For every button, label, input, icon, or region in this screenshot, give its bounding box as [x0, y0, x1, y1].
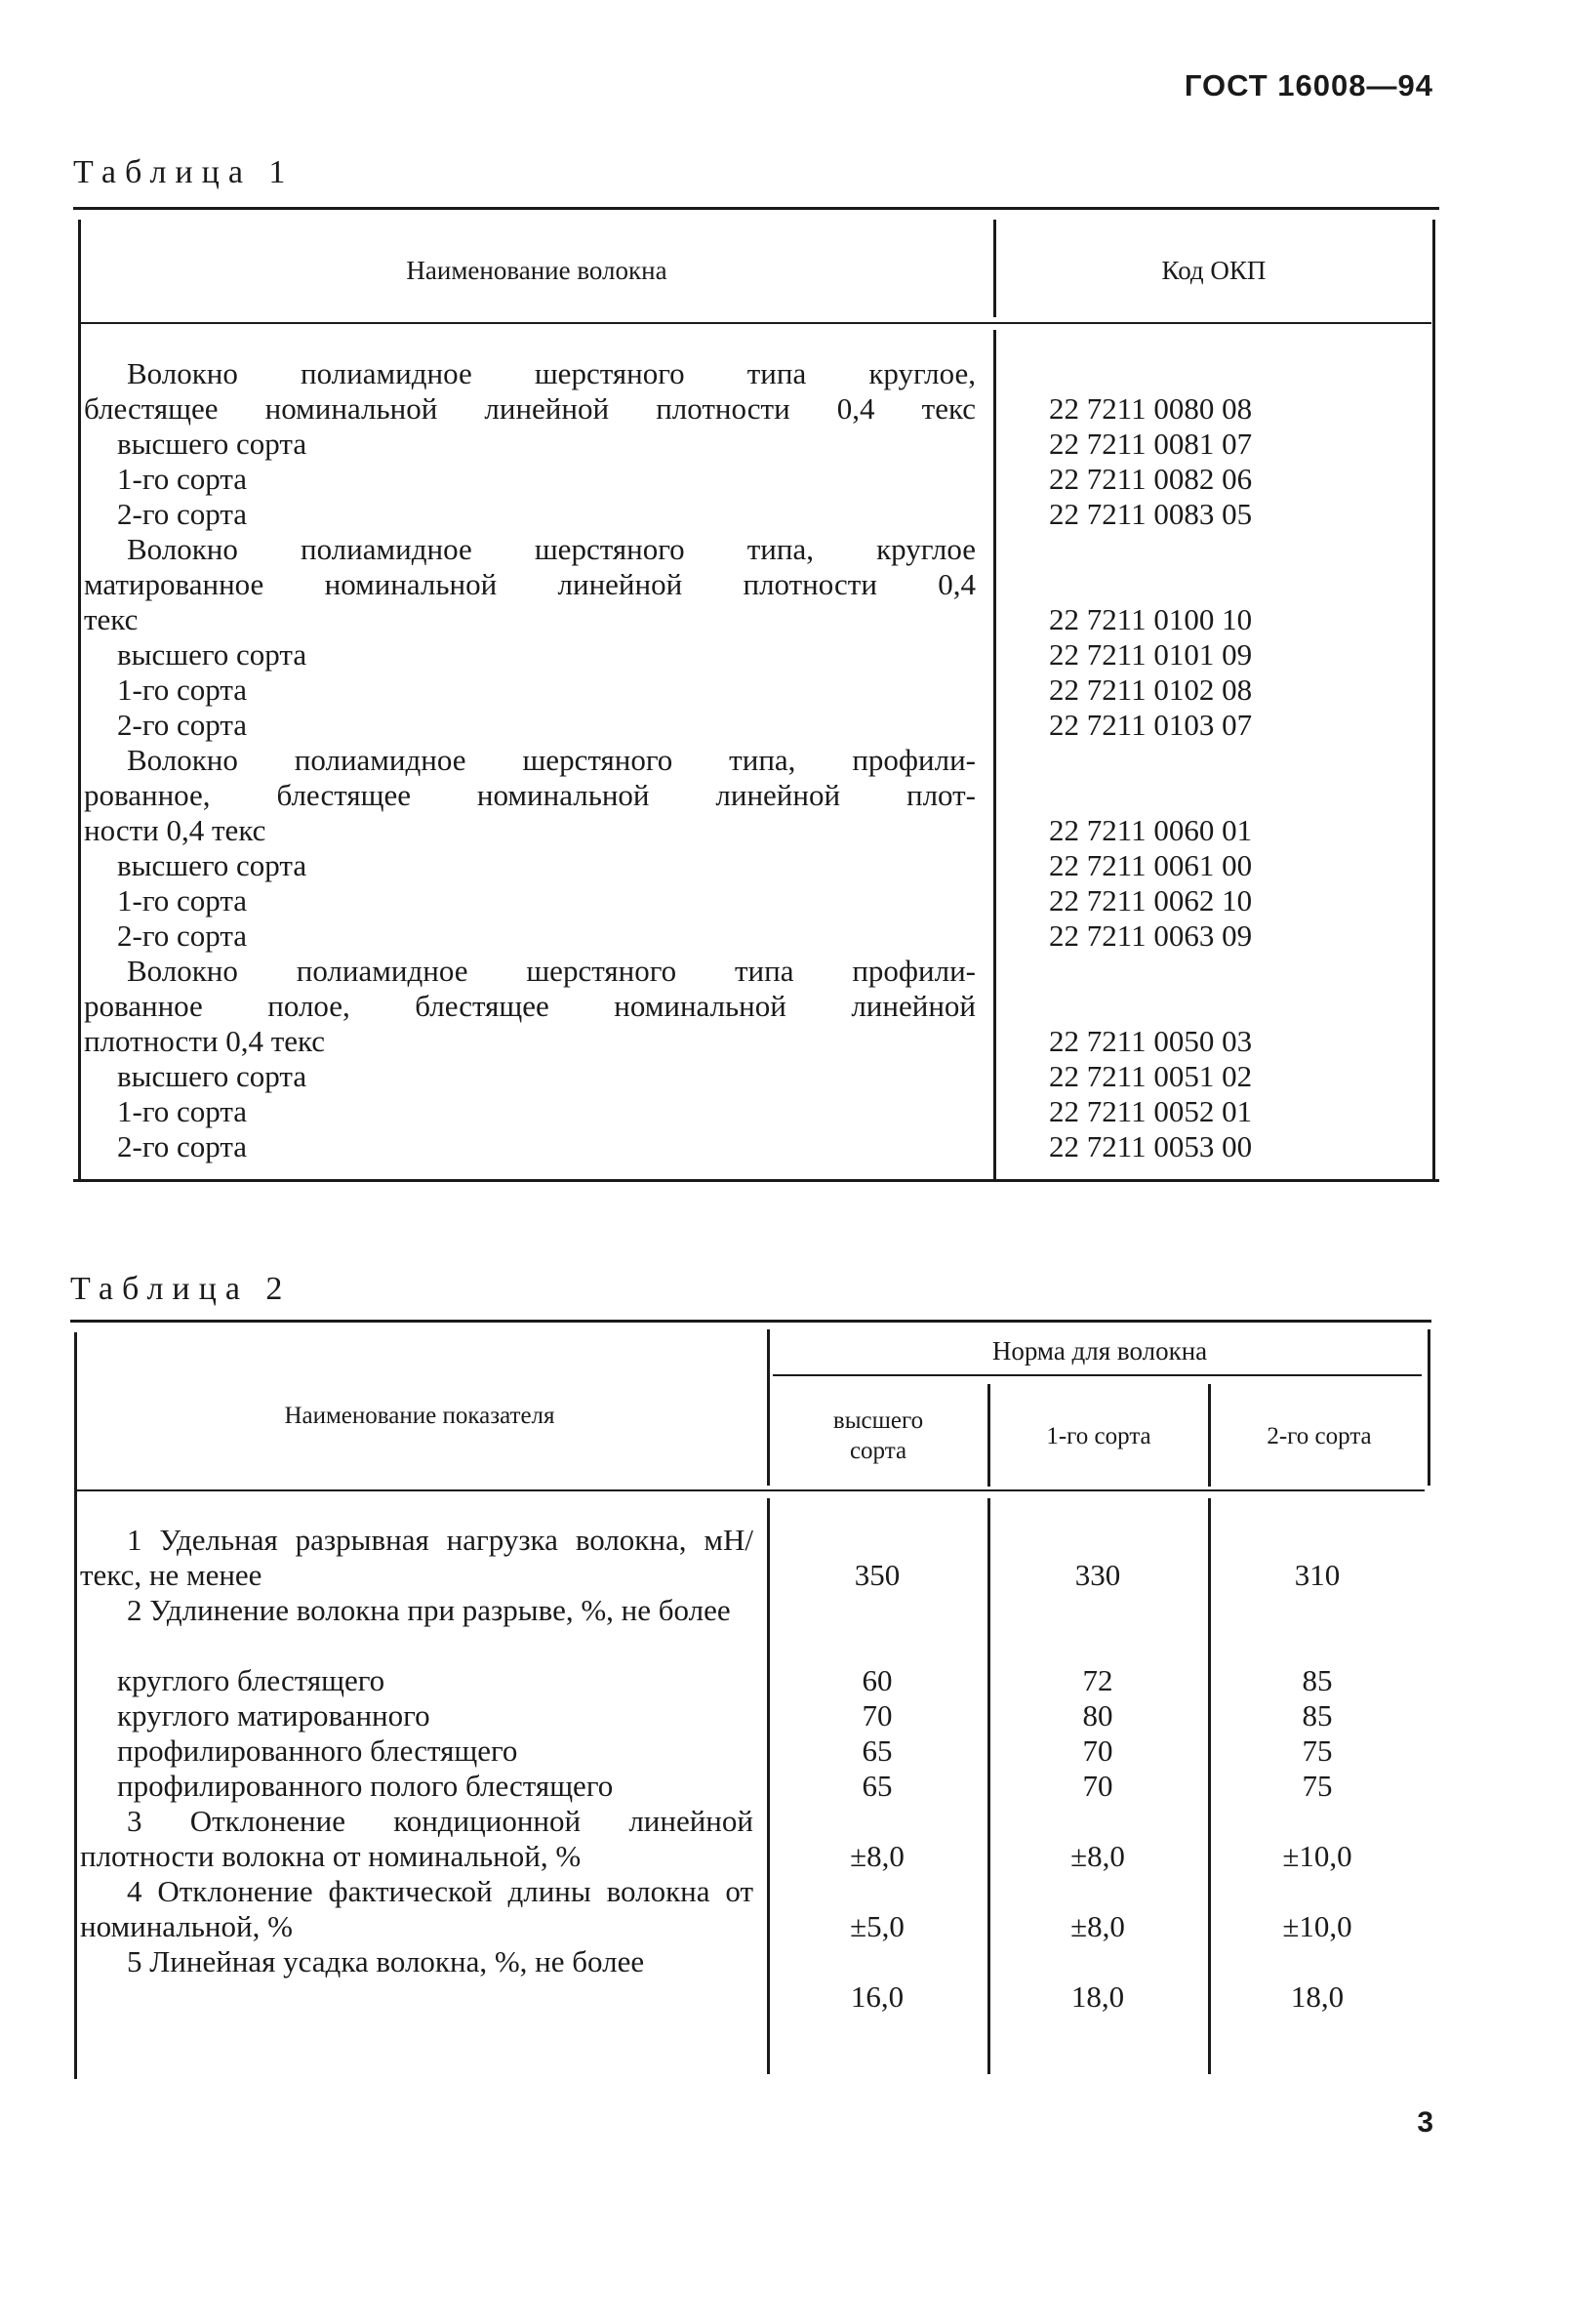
table2-col-divider-2 [987, 1498, 990, 2074]
table1-row-code: 22 7211 0083 05 [1049, 497, 1253, 531]
table2-header-grade-1: 1-го сорта [1046, 1422, 1151, 1449]
table1-top-border [73, 207, 1439, 210]
table2-value: 18,0 [1290, 1979, 1345, 2014]
table2-row-text: профилированного полого блестящего [117, 1769, 614, 1803]
table1-row-code: 22 7211 0082 06 [1049, 462, 1253, 496]
table2-row-text: круглого блестящего [117, 1663, 385, 1697]
table1-row-name: 1-го сорта [117, 1094, 248, 1128]
table1-row-name: матированное номинальной линейной плотности 0,4 [84, 567, 976, 601]
table2-row-text: 4 Отклонение фактической длины волокна от номинальной, % [80, 1874, 753, 1943]
table1-row-name: Волокно полиамидное шерстяного типа профили- [127, 954, 976, 988]
table2-row-text: круглого матированного [117, 1698, 430, 1733]
table1-row-name: высшего сорта [117, 637, 307, 672]
table2-header-indicator: Наименование показателя [284, 1402, 555, 1429]
table1-row-code: 22 7211 0103 07 [1049, 708, 1253, 742]
table2-value: 310 [1294, 1558, 1341, 1592]
table1-row-code: 22 7211 0102 08 [1049, 673, 1253, 707]
table1-row-code: 22 7211 0080 08 [1049, 391, 1253, 426]
table1-row-name: блестящее номинальной линейной плотности 0,4 текс [84, 391, 976, 426]
table2-value: 65 [862, 1769, 893, 1803]
table1-row-name: 2-го сорта [117, 497, 248, 531]
table2-row-text: 2 Удлинение волокна при разрыве, %, не более [127, 1593, 731, 1627]
table1-row-code: 22 7211 0051 02 [1049, 1059, 1253, 1093]
table1-row-name: текс [84, 602, 139, 636]
table1-right-border [1432, 220, 1435, 1179]
table2-value: 75 [1302, 1733, 1333, 1768]
table1-row-name: 2-го сорта [117, 1129, 248, 1163]
table2-value: 16,0 [850, 1979, 905, 2014]
table2-value: ±8,0 [1070, 1839, 1125, 1873]
table2-top-border [70, 1320, 1431, 1323]
table2-col-divider-3 [1208, 1498, 1211, 2074]
table1-row-name: ности 0,4 текс [84, 813, 266, 847]
table2-value: 18,0 [1070, 1979, 1125, 2014]
table2-value: 350 [854, 1558, 901, 1592]
table1-row-code: 22 7211 0060 01 [1049, 813, 1253, 847]
table2-row-text: 3 Отклонение кондиционной линейной плотности волокна от номинальной, % [80, 1804, 753, 1873]
table1-row-code: 22 7211 0061 00 [1049, 848, 1253, 882]
table2-value: 85 [1302, 1663, 1333, 1697]
table1-row-name: 2-го сорта [117, 918, 248, 953]
table2-row-text: 1 Удельная разрывная нагрузка волокна, мН/текс, не менее [80, 1523, 753, 1592]
table2-value: ±10,0 [1282, 1839, 1352, 1873]
document-code: ГОСТ 16008—94 [1184, 68, 1433, 102]
table2-row-text: 5 Линейная усадка волокна, %, не более [127, 1944, 645, 1978]
table1-row-name: 1-го сорта [117, 673, 248, 707]
table2-right-border [1428, 1329, 1430, 1486]
table1-row-code: 22 7211 0053 00 [1049, 1129, 1253, 1163]
table2-header-divider [76, 1489, 1425, 1491]
table2-value: 60 [862, 1663, 893, 1697]
table2-value: 70 [862, 1698, 893, 1733]
table1-row-name: 1-го сорта [117, 883, 248, 917]
table2-header-grade-2: 2-го сорта [1267, 1422, 1372, 1449]
table1-header-divider [80, 322, 1431, 324]
table1-row-name: рованное, блестящее номинальной линейной плот- [84, 778, 976, 812]
table1-header-name: Наименование волокна [406, 256, 667, 285]
table2-value: ±8,0 [1070, 1909, 1125, 1943]
table1-row-name: высшего сорта [117, 427, 307, 461]
table2-col-divider-1-header [767, 1329, 770, 1486]
table1-row-name: 2-го сорта [117, 708, 248, 742]
table1-row-code: 22 7211 0101 09 [1049, 637, 1253, 672]
table2-value: 70 [1082, 1769, 1113, 1803]
table1-row-name: рованное полое, блестящее номинальной линейной [84, 989, 976, 1023]
table2-caption: Таблица 2 [70, 1271, 292, 1307]
table2-value: ±5,0 [850, 1909, 905, 1943]
table2-value: ±10,0 [1282, 1909, 1352, 1943]
table1-row-name: Волокно полиамидное шерстяного типа круглое, [127, 356, 976, 390]
table1-row-code: 22 7211 0081 07 [1049, 427, 1253, 461]
table2-value: ±8,0 [850, 1839, 905, 1873]
table2-value: 75 [1302, 1769, 1333, 1803]
table1-header-code: Код ОКП [1161, 256, 1267, 285]
table1-row-name: плотности 0,4 текс [84, 1024, 326, 1058]
table2-header-norm: Норма для волокна [991, 1335, 1208, 1366]
table1-row-name: 1-го сорта [117, 462, 248, 496]
table1-row-name: высшего сорта [117, 1059, 307, 1093]
table1-row-name: Волокно полиамидное шерстяного типа, круглое [127, 532, 976, 566]
table2-col-divider-3-header [1208, 1384, 1211, 1487]
table1-bottom-border [73, 1179, 1439, 1182]
table1-col-divider-header [993, 220, 996, 317]
table2-value: 85 [1302, 1698, 1333, 1733]
table2-col-divider-1 [767, 1498, 770, 2074]
table2-col-divider-2-header [987, 1384, 990, 1487]
table1-row-code: 22 7211 0100 10 [1049, 602, 1253, 636]
table1-row-code: 22 7211 0050 03 [1049, 1024, 1253, 1058]
table2-left-border [74, 1332, 77, 2079]
table2-row-text: профилированного блестящего [117, 1733, 518, 1768]
table2-value: 65 [862, 1733, 893, 1768]
table1-row-code: 22 7211 0062 10 [1049, 883, 1253, 917]
table2-value: 70 [1082, 1733, 1113, 1768]
table2-header-grade-top: высшего сорта [832, 1407, 924, 1464]
table1-left-border [78, 220, 81, 1179]
table1-row-code: 22 7211 0063 09 [1049, 918, 1253, 953]
table2-norm-divider [773, 1374, 1422, 1376]
table2-value: 80 [1082, 1698, 1113, 1733]
table1-col-divider [993, 330, 996, 1179]
table1-row-code: 22 7211 0052 01 [1049, 1094, 1253, 1128]
table1-caption: Таблица 1 [73, 154, 295, 190]
table2-value: 72 [1082, 1663, 1113, 1697]
table2-value: 330 [1074, 1558, 1121, 1592]
page-number: 3 [1417, 2106, 1433, 2139]
table1-row-name: Волокно полиамидное шерстяного типа, профили- [127, 743, 976, 777]
table1-row-name: высшего сорта [117, 848, 307, 882]
